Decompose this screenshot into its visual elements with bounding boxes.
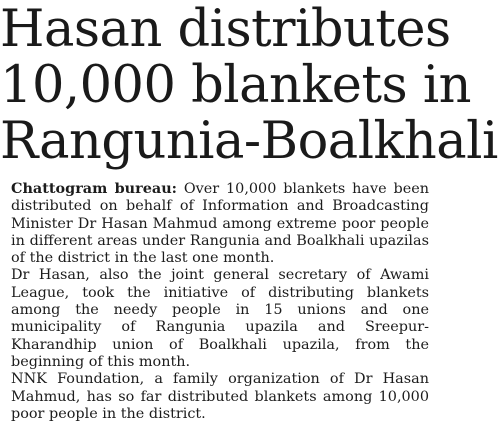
headline-line-1: Hasan distributes: [0, 0, 451, 59]
headline-line-2: 10,000 blankets in: [0, 56, 471, 115]
article-paragraph-3: NNK Foundation, a family organization of Dr Hasan Mahmud, has so far distributed blankets among 10,000 poor people in the district.: [11, 371, 429, 422]
headline: [0, 0, 498, 171]
dateline: Chattogram bureau:: [11, 180, 177, 197]
article-paragraph-2: Dr Hasan, also the joint general secretary of Awami League, took the initiative of distributing blankets among the needy people in 15 unions and one municipality of Rangunia upazila and Sreepur-Kharandhip union of Boalkhali upazila, from the beginning of this month.: [11, 267, 429, 370]
headline-line-3: Rangunia-Boalkhali: [0, 112, 498, 171]
article-paragraph-1: [11, 180, 429, 267]
paragraph-1-text: Over 10,000 blankets have been distributed on behalf of Information and Broadcasting Minister Dr Hasan Mahmud among extreme poor people in different areas under Rangunia and Boalkhali upazilas of the district in the last one month.: [11, 181, 429, 267]
article-body: [11, 180, 429, 423]
